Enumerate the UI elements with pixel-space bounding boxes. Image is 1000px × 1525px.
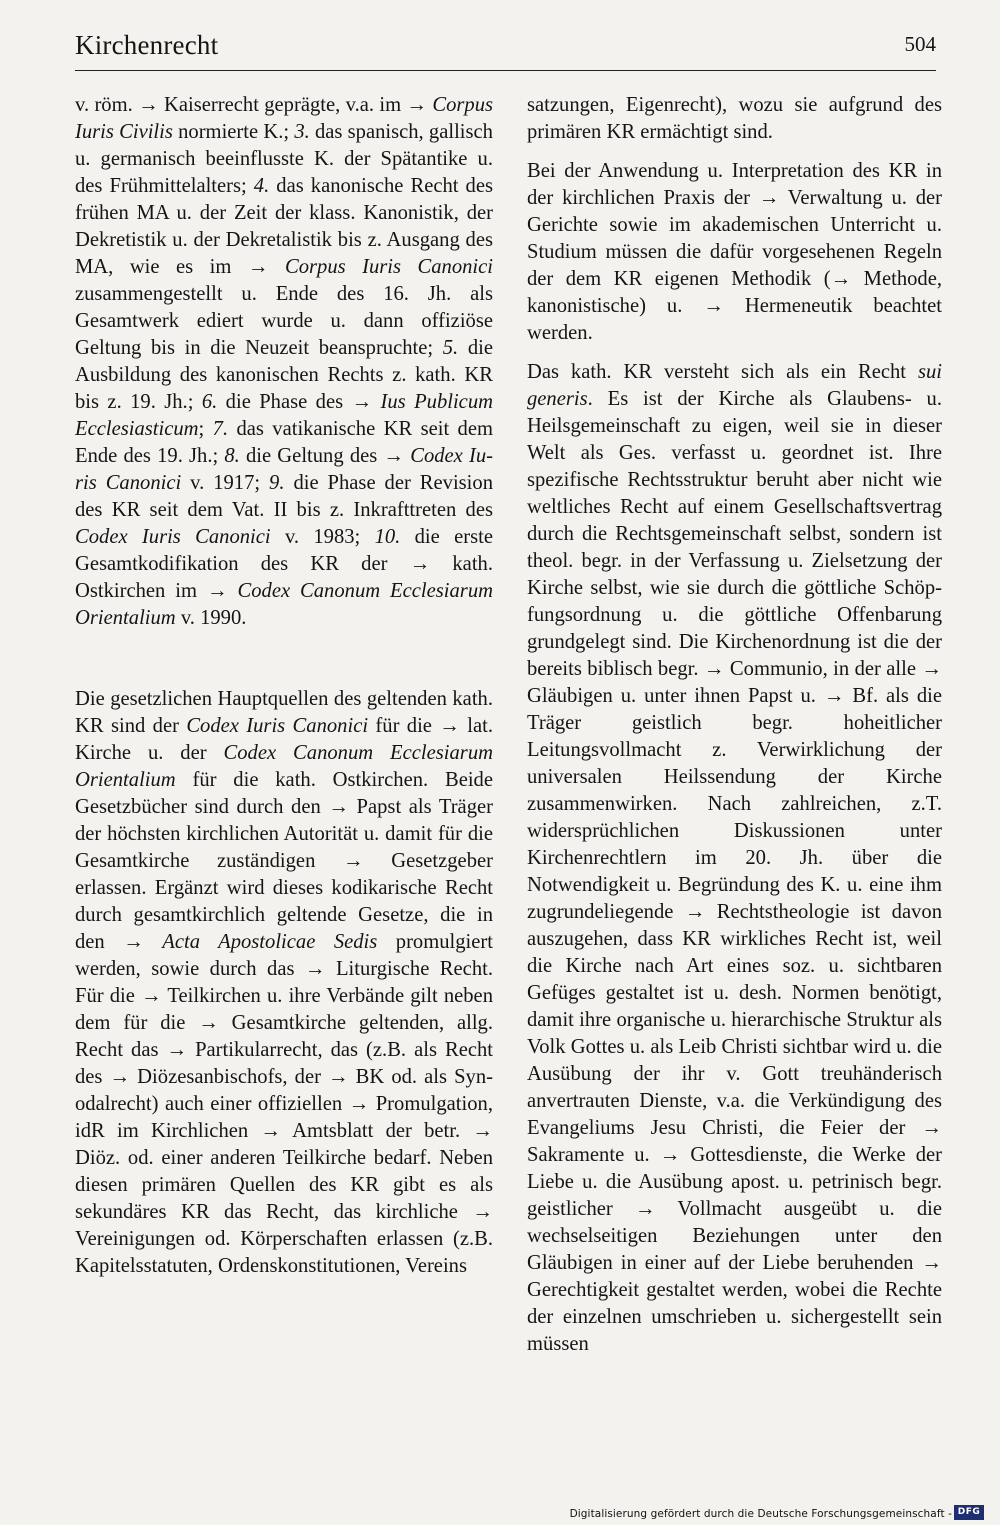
text-run: die Phase der Revision des KR seit dem Vat. II bis z. Inkrafttreten des — [75, 472, 493, 521]
text-run: Die gesetzlichen Hauptquellen des geltenden kath. KR sind der — [75, 688, 493, 737]
text-run: . Es ist der Kirche als Glaubens- u. Heilsgemeinschaft zu eigen, weil sie in dieser Welt als Ges. verfasst u. geordnet ist. Ihre spezifische Rechtsstruktur beruht aber nicht wie weltliches Recht auf einem Gesellschaftsvertrag durch die Rechtsgemeinschaft selbst, sondern ist theol. begr. in der Verfassung u. Zielsetzung der Kirche selbst, wie sie durch die göttliche Schöpfungsordnung u. die göttliche Offenbarung grundgelegt sind. Die Kirchenordnung ist die der bereits biblisch begr. → Communio, in der alle → Gläubigen u. unter ihnen Papst u. → Bf. als die Träger geistlich begr. hoheitlicher Leitungsvollmacht z. Verwirklichung der universalen Heilssendung der Kirche zusammenwirken. Nach zahlreichen, z.T. widersprüchlichen Diskussionen unter Kirchenrechtlern im 20. Jh. über die Notwendigkeit u. Begründung des K. u. eine ihm zugrundeliegende → Rechtstheologie ist davon auszugehen, dass KR wirkliches Recht ist, weil die Kirche nach Art eines soz. u. sichtbaren Gefüges gestaltet ist u. desh. Normen benötigt, damit ihre organische u. hierarchische Struktur als Volk Gottes u. als Leib Christi sichtbar wird u. die Ausübung der ihr v. Gott treuhänderisch anvertrauten Dienste, v.a. die Verkündigung des Evangeliums Jesu Christi, die Feier der → Sakramente u. → Gottesdienste, die Werke der Liebe u. die Ausübung apost. u. petrinisch begr. geistlicher → Vollmacht ausgeübt u. die wechselseitigen Beziehungen unter den Gläubigen in einer auf der Liebe beruhenden → Gerechtigkeit gestaltet werden, wobei die Rechte der einzelnen umschrieben u. sichergestellt sein müssen — [527, 388, 942, 1355]
text-run: die Geltung des → — [239, 445, 411, 467]
text-run: ; — [198, 418, 213, 440]
italic-text-run: Acta Apostolicae Sedis — [162, 931, 378, 953]
text-run: Bei der Anwendung u. Interpretation des KR in der kirchlichen Praxis der → Verwaltung u. der Gerichte sowie im akademischen Unterricht u. Studium müssen die dafür vorgesehenen Regeln der dem KR eigenen Methodik (→ Methode, kanonistische) u. → Hermeneutik beachtet werden. — [527, 160, 942, 344]
italic-text-run: 8. — [224, 445, 240, 467]
text-run: die Phase des → — [217, 391, 381, 413]
italic-text-run: Codex Canonum Ecclesiarum Orientalium — [75, 580, 493, 629]
italic-text-run: sui generis — [527, 361, 942, 410]
right-paragraph-2 — [527, 158, 942, 347]
running-title: Kirchenrecht — [75, 30, 219, 60]
italic-text-run: Ius Publicum Ecclesiasticum — [75, 391, 493, 440]
left-column — [75, 92, 493, 1280]
italic-text-run: Codex Iuris Canonici — [75, 526, 271, 548]
italic-text-run: Codex Iuris Canonici — [75, 445, 493, 494]
text-run: v. röm. → Kaiserrecht geprägte, v.a. im → — [75, 94, 433, 116]
text-run: die Ausbildung des kanonischen Rechts z. kath. KR bis z. 19. Jh.; — [75, 337, 493, 413]
italic-text-run: 6. — [201, 391, 218, 413]
left-paragraph-2 — [75, 686, 493, 1280]
text-run: zusammengestellt u. Ende des 16. Jh. als Gesamtwerk ediert wurde u. dann offiziöse Geltung bis in die Neuzeit beanspruchte; — [75, 283, 493, 359]
page-number: 504 — [904, 32, 936, 56]
text-run: satzungen, Eigenrecht), wozu sie aufgrund des primären KR ermächtigt sind. — [527, 94, 942, 143]
italic-text-run: 4. — [253, 175, 270, 197]
footer — [0, 1497, 1000, 1525]
italic-text-run: Codex Canonum Ecclesiarum Orientalium — [75, 742, 493, 791]
text-run: v. 1983; — [270, 526, 375, 548]
funding-note: Digitalisierung gefördert durch die Deutsche Forschungsgemeinschaft - — [569, 1508, 952, 1520]
italic-text-run: Corpus Iuris Canonici — [284, 256, 493, 278]
left-paragraph-1 — [75, 92, 493, 632]
italic-text-run: 7. — [212, 418, 229, 440]
right-paragraph-1 — [527, 92, 942, 146]
italic-text-run: 10. — [374, 526, 401, 548]
text-run: normierte K.; — [172, 121, 295, 143]
italic-text-run: Codex Iuris Canonici — [186, 715, 369, 737]
text-run: v. 1917; — [181, 472, 270, 494]
right-column — [527, 92, 942, 1358]
page-header — [75, 26, 936, 71]
text-run: Das kath. KR versteht sich als ein Recht — [527, 361, 918, 383]
text-run: für die kath. Ostkirchen. Beide Gesetzbücher sind durch den → Papst als Träger der höchsten kirchlichen Autorität u. damit für die Gesamtkirche zuständigen → Gesetzgeber erlassen. Ergänzt wird dieses kodikarische Recht durch gesamtkirchlich geltende Gesetze, die in den → — [75, 769, 493, 953]
text-run: das kanonische Recht des frühen MA u. der Zeit der klass. Kanonistik, der Dekretistik u. der Dekretalistik bis z. Ausgang des MA, wie es im → — [75, 175, 493, 278]
italic-text-run: 5. — [442, 337, 459, 359]
italic-text-run: 9. — [269, 472, 285, 494]
italic-text-run: Corpus Iuris Civilis — [75, 94, 493, 143]
text-run: für die → lat. Kirche u. der — [75, 715, 493, 764]
right-paragraph-3 — [527, 359, 942, 1358]
text-run: das spanisch, gallisch u. germanisch beeinflusste K. der Spätantike u. des Frühmittelalters; — [75, 121, 493, 197]
text-run: die erste Gesamtkodifikation des KR der → kath. Ostkirchen im → — [75, 526, 493, 602]
text-run: v. 1990. — [175, 607, 247, 629]
text-run: das vatikanische KR seit dem Ende des 19. Jh.; — [75, 418, 493, 467]
dfg-logo: DFG — [954, 1505, 984, 1520]
italic-text-run: 3. — [294, 121, 310, 143]
text-run: promulgiert werden, sowie durch das → Liturgische Recht. Für die → Teilkirchen u. ihre Verbände gilt neben dem für die → Gesamtkirche geltenden, allg. Recht das → Partikularrecht, das (z.B. als Recht des → Diözesanbischofs, der → BK od. als Synodalrecht) auch einer offiziellen → Promulgation, idR im Kirchlichen → Amtsblatt der betr. → Diöz. od. einer anderen Teilkirche bedarf. Neben diesen primären Quellen des KR gibt es als sekundäres KR das Recht, das kirchliche → Vereinigungen od. Körperschaften erlassen (z.B. Kapitelsstatuten, Ordenskonstitutionen, Vereins — [75, 931, 493, 1277]
